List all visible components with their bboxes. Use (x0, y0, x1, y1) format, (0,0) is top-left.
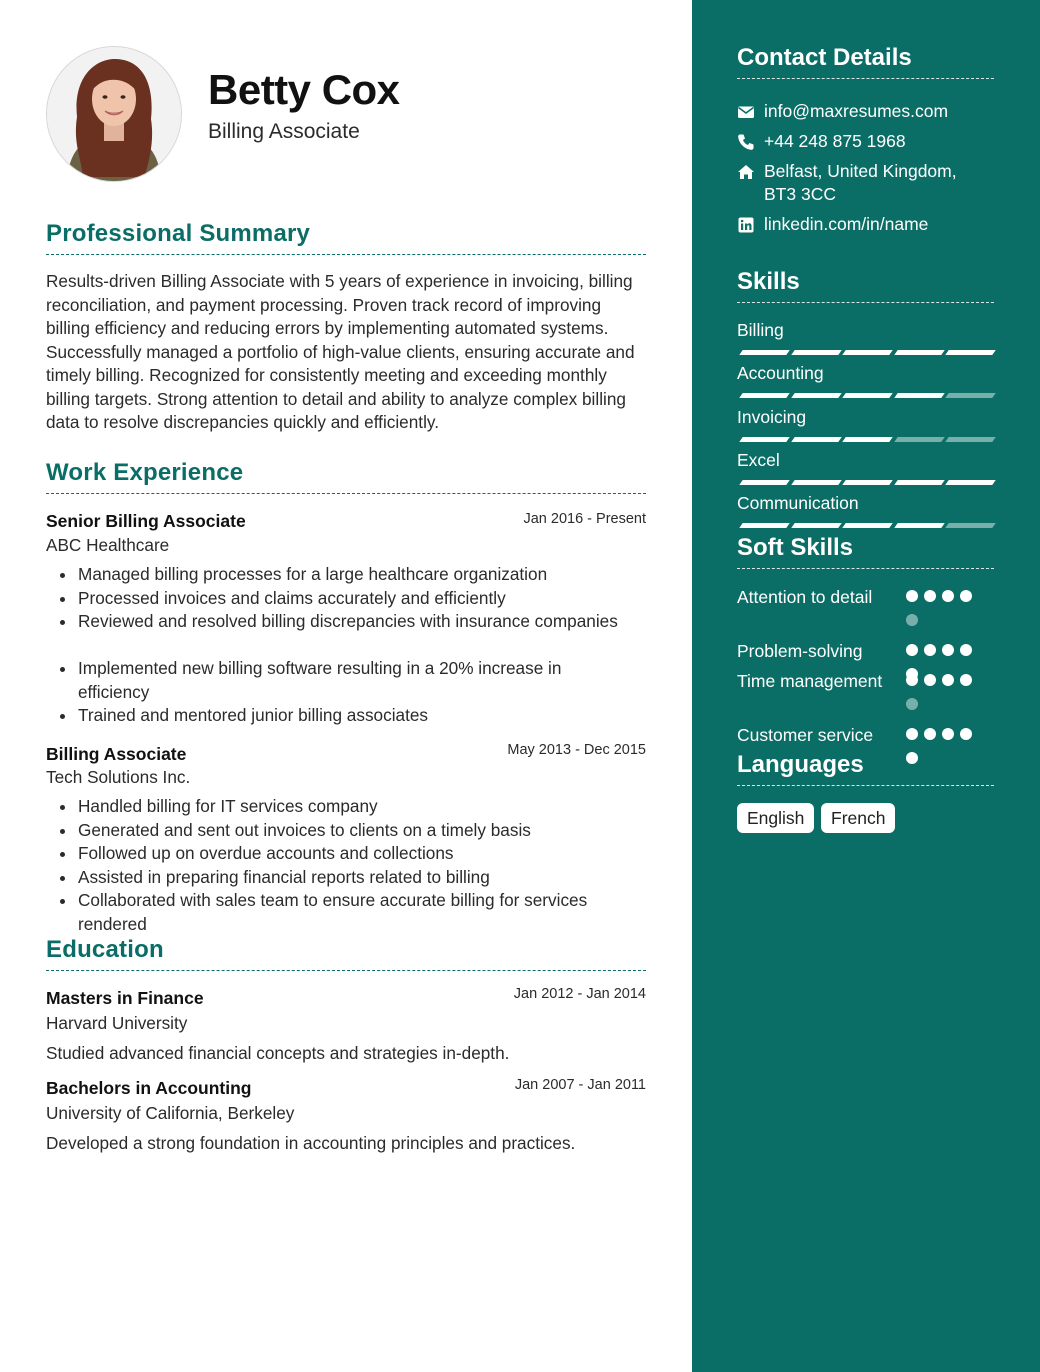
rating-dot (960, 728, 972, 740)
skill-segment (894, 350, 945, 355)
list-item: Trained and mentored junior billing associates (78, 704, 653, 728)
candidate-role: Billing Associate (208, 120, 360, 143)
contact-address (737, 160, 987, 206)
skill-segment (842, 523, 893, 528)
skill-label: Billing (737, 320, 784, 340)
skill-segment (739, 480, 790, 485)
skill-segment (739, 350, 790, 355)
summary-heading: Professional Summary (46, 220, 646, 255)
education-heading: Education (46, 936, 646, 971)
skill-segment (894, 393, 945, 398)
skill-segment (945, 393, 996, 398)
job-title: Billing Associate (46, 744, 187, 764)
list-item: Generated and sent out invoices to clients on a timely basis (78, 819, 638, 843)
rating-dot (942, 590, 954, 602)
job-bullets (78, 795, 638, 936)
list-item: Assisted in preparing financial reports related to billing (78, 866, 638, 890)
linkedin-icon (737, 216, 755, 234)
list-item: Collaborated with sales team to ensure accurate billing for services rendered (78, 889, 638, 936)
skill-segment (945, 350, 996, 355)
skill-segment (945, 437, 996, 442)
rating-dot (924, 674, 936, 686)
skill-segment (791, 350, 842, 355)
linkedin-text: linkedin.com/in/name (764, 214, 929, 234)
list-item: Implemented new billing software resulting in a 20% increase in efficiency (78, 657, 608, 704)
education-dates: Jan 2007 - Jan 2011 (514, 1077, 646, 1093)
skill-level-bar (737, 523, 994, 528)
job-company: ABC Healthcare (46, 535, 170, 555)
list-item: Managed billing processes for a large healthcare organization (78, 563, 653, 587)
job-bullets (78, 563, 653, 728)
experience-heading: Work Experience (46, 459, 646, 494)
skill-segment (945, 480, 996, 485)
education-dates: Jan 2012 - Jan 2014 (513, 986, 646, 1002)
skill-segment (739, 393, 790, 398)
skill-segment (842, 393, 893, 398)
email-text: info@maxresumes.com (764, 101, 949, 121)
rating-dot (906, 644, 918, 656)
education-description: Developed a strong foundation in accounting principles and practices. (46, 1133, 576, 1153)
home-icon (737, 163, 755, 181)
soft-skills-heading: Soft Skills (737, 534, 994, 569)
skill-segment (842, 480, 893, 485)
skill-level-bar (737, 480, 994, 485)
soft-skill-label: Customer service (737, 725, 874, 745)
rating-dot (942, 674, 954, 686)
phone-text: +44 248 875 1968 (764, 131, 906, 151)
soft-skill-label: Attention to detail (737, 587, 873, 607)
job-dates: May 2013 - Dec 2015 (507, 742, 646, 758)
job-dates: Jan 2016 - Present (523, 511, 646, 527)
job-title: Senior Billing Associate (46, 511, 246, 531)
skill-label: Accounting (737, 363, 824, 383)
soft-skill-label: Problem-solving (737, 641, 863, 661)
skill-segment (739, 437, 790, 442)
rating-dot (906, 728, 918, 740)
skill-segment (791, 480, 842, 485)
avatar (47, 47, 181, 181)
phone-icon (737, 133, 755, 151)
skill-label: Invoicing (737, 407, 807, 427)
skills-heading: Skills (737, 268, 994, 303)
skill-segment (894, 523, 945, 528)
rating-dot (924, 728, 936, 740)
skill-segment (945, 523, 996, 528)
skill-label: Excel (737, 450, 780, 470)
degree-title: Masters in Finance (46, 988, 204, 1008)
rating-dot (906, 590, 918, 602)
school-name: Harvard University (46, 1013, 188, 1033)
contact-phone[interactable] (737, 130, 1007, 153)
skill-segment (842, 350, 893, 355)
candidate-name: Betty Cox (208, 66, 400, 113)
skill-segment (842, 437, 893, 442)
skill-segment (791, 393, 842, 398)
rating-dot (906, 698, 918, 710)
rating-dot (960, 674, 972, 686)
rating-dot (906, 674, 918, 686)
skill-label: Communication (737, 493, 859, 513)
school-name: University of California, Berkeley (46, 1103, 295, 1123)
rating-dot (906, 614, 918, 626)
skill-segment (791, 437, 842, 442)
rating-dot (960, 590, 972, 602)
rating-dot (924, 644, 936, 656)
skill-segment (894, 437, 945, 442)
list-item: Followed up on overdue accounts and collections (78, 842, 638, 866)
envelope-icon (737, 103, 755, 121)
skill-segment (739, 523, 790, 528)
languages-heading: Languages (737, 751, 994, 786)
skill-level-bar (737, 350, 994, 355)
rating-dot (924, 590, 936, 602)
list-item: Handled billing for IT services company (78, 795, 638, 819)
address-text: Belfast, United Kingdom, BT3 3CC (764, 161, 957, 204)
rating-dot (942, 644, 954, 656)
rating-dot (942, 728, 954, 740)
profile-photo (46, 46, 182, 182)
language-badge: English (737, 803, 814, 833)
rating-dot (960, 644, 972, 656)
contact-heading: Contact Details (737, 44, 994, 79)
list-item: Reviewed and resolved billing discrepancies with insurance companies (78, 610, 653, 634)
sidebar (692, 0, 1040, 1372)
degree-title: Bachelors in Accounting (46, 1078, 252, 1098)
contact-email[interactable] (737, 100, 1007, 123)
education-description: Studied advanced financial concepts and strategies in-depth. (46, 1043, 510, 1063)
contact-linkedin[interactable] (737, 213, 1007, 236)
skill-segment (791, 523, 842, 528)
skill-level-bar (737, 393, 994, 398)
summary-text: Results-driven Billing Associate with 5 years of experience in invoicing, billing reconciliation, and payment processing. Proven track record of improving billing efficiency and reducing errors by implementing automated systems. Successfully managed a portfolio of high-value clients, ensuring accurate and timely billing. Recognized for consistently meeting and exceeding monthly billing targets. Strong attention to detail and ability to analyze complex billing data to resolve discrepancies quickly and efficiently. (46, 271, 635, 432)
soft-skill-label: Time management (737, 671, 883, 691)
language-badge: French (821, 803, 895, 833)
skill-level-bar (737, 437, 994, 442)
list-item: Processed invoices and claims accurately and efficiently (78, 587, 653, 611)
job-company: Tech Solutions Inc. (46, 767, 191, 787)
skill-segment (894, 480, 945, 485)
